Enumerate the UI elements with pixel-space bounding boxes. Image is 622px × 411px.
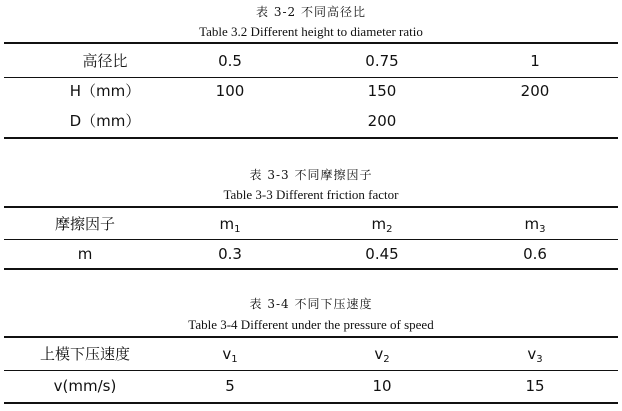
table-3-4-header-1: $v_1$ [222, 345, 238, 365]
table-3-2-caption-cn: 表 3-2 不同高径比 [256, 5, 366, 19]
table-3-2-bottom-rule [4, 137, 618, 139]
table-3-3-row-1: 0.3 [218, 245, 242, 263]
table-3-3-top-rule [4, 206, 618, 208]
table-3-4-header-label: 上模下压速度 [39, 345, 130, 363]
table-3-3-caption-en: Table 3-3 Different friction factor [223, 187, 399, 202]
table-3-2-row-d-label: D（mm） [69, 112, 141, 130]
table-3-2-top-rule [4, 42, 618, 44]
table-3-2-header-3: 1 [530, 52, 540, 70]
table-3-4-row-3: 15 [525, 377, 545, 395]
table-3-3-header-label: 摩擦因子 [54, 215, 115, 233]
table-3-2-row-h-label: H（mm） [69, 82, 141, 100]
table-3-3-header-2: $m_2$ [371, 215, 393, 235]
table-3-3-header-1: $m_1$ [219, 215, 241, 235]
table-3-4-top-rule [4, 336, 618, 338]
table-3-2-row-h-1: 100 [215, 82, 245, 100]
table-3-3-row-2: 0.45 [365, 245, 399, 263]
table-3-2-row-d-value: 200 [367, 112, 397, 130]
table-3-4-row-2: 10 [372, 377, 392, 395]
table-3-2-row-h-2: 150 [367, 82, 397, 100]
table-3-2-caption-en: Table 3.2 Different height to diameter ratio [199, 24, 423, 39]
table-3-2-header-label: 高径比 [82, 52, 128, 70]
table-3-4-header-3: $v_3$ [527, 345, 543, 365]
table-3-2-header-2: 0.75 [365, 52, 399, 70]
table-3-4-row-label: v(mm/s) [53, 377, 117, 395]
table-3-2-row-h-3: 200 [520, 82, 550, 100]
table-3-3-bottom-rule [4, 268, 618, 270]
table-3-4-caption-en: Table 3-4 Different under the pressure of speed [188, 317, 434, 332]
table-3-4-header-rule [4, 370, 618, 371]
table-3-4-header-2: $v_2$ [374, 345, 390, 365]
table-3-3-header-3: $m_3$ [524, 215, 546, 235]
table-3-4-caption-cn: 表 3-4 不同下压速度 [249, 297, 373, 311]
table-3-2-header-rule [4, 77, 618, 78]
table-3-3-caption-cn: 表 3-3 不同摩擦因子 [249, 168, 373, 182]
table-3-3-row-label: m [77, 245, 93, 263]
table-3-3-header-rule [4, 239, 618, 240]
table-3-4-row-1: 5 [225, 377, 235, 395]
table-3-2-header-1: 0.5 [218, 52, 242, 70]
table-3-3-row-3: 0.6 [523, 245, 547, 263]
table-3-4-bottom-rule [4, 402, 618, 404]
